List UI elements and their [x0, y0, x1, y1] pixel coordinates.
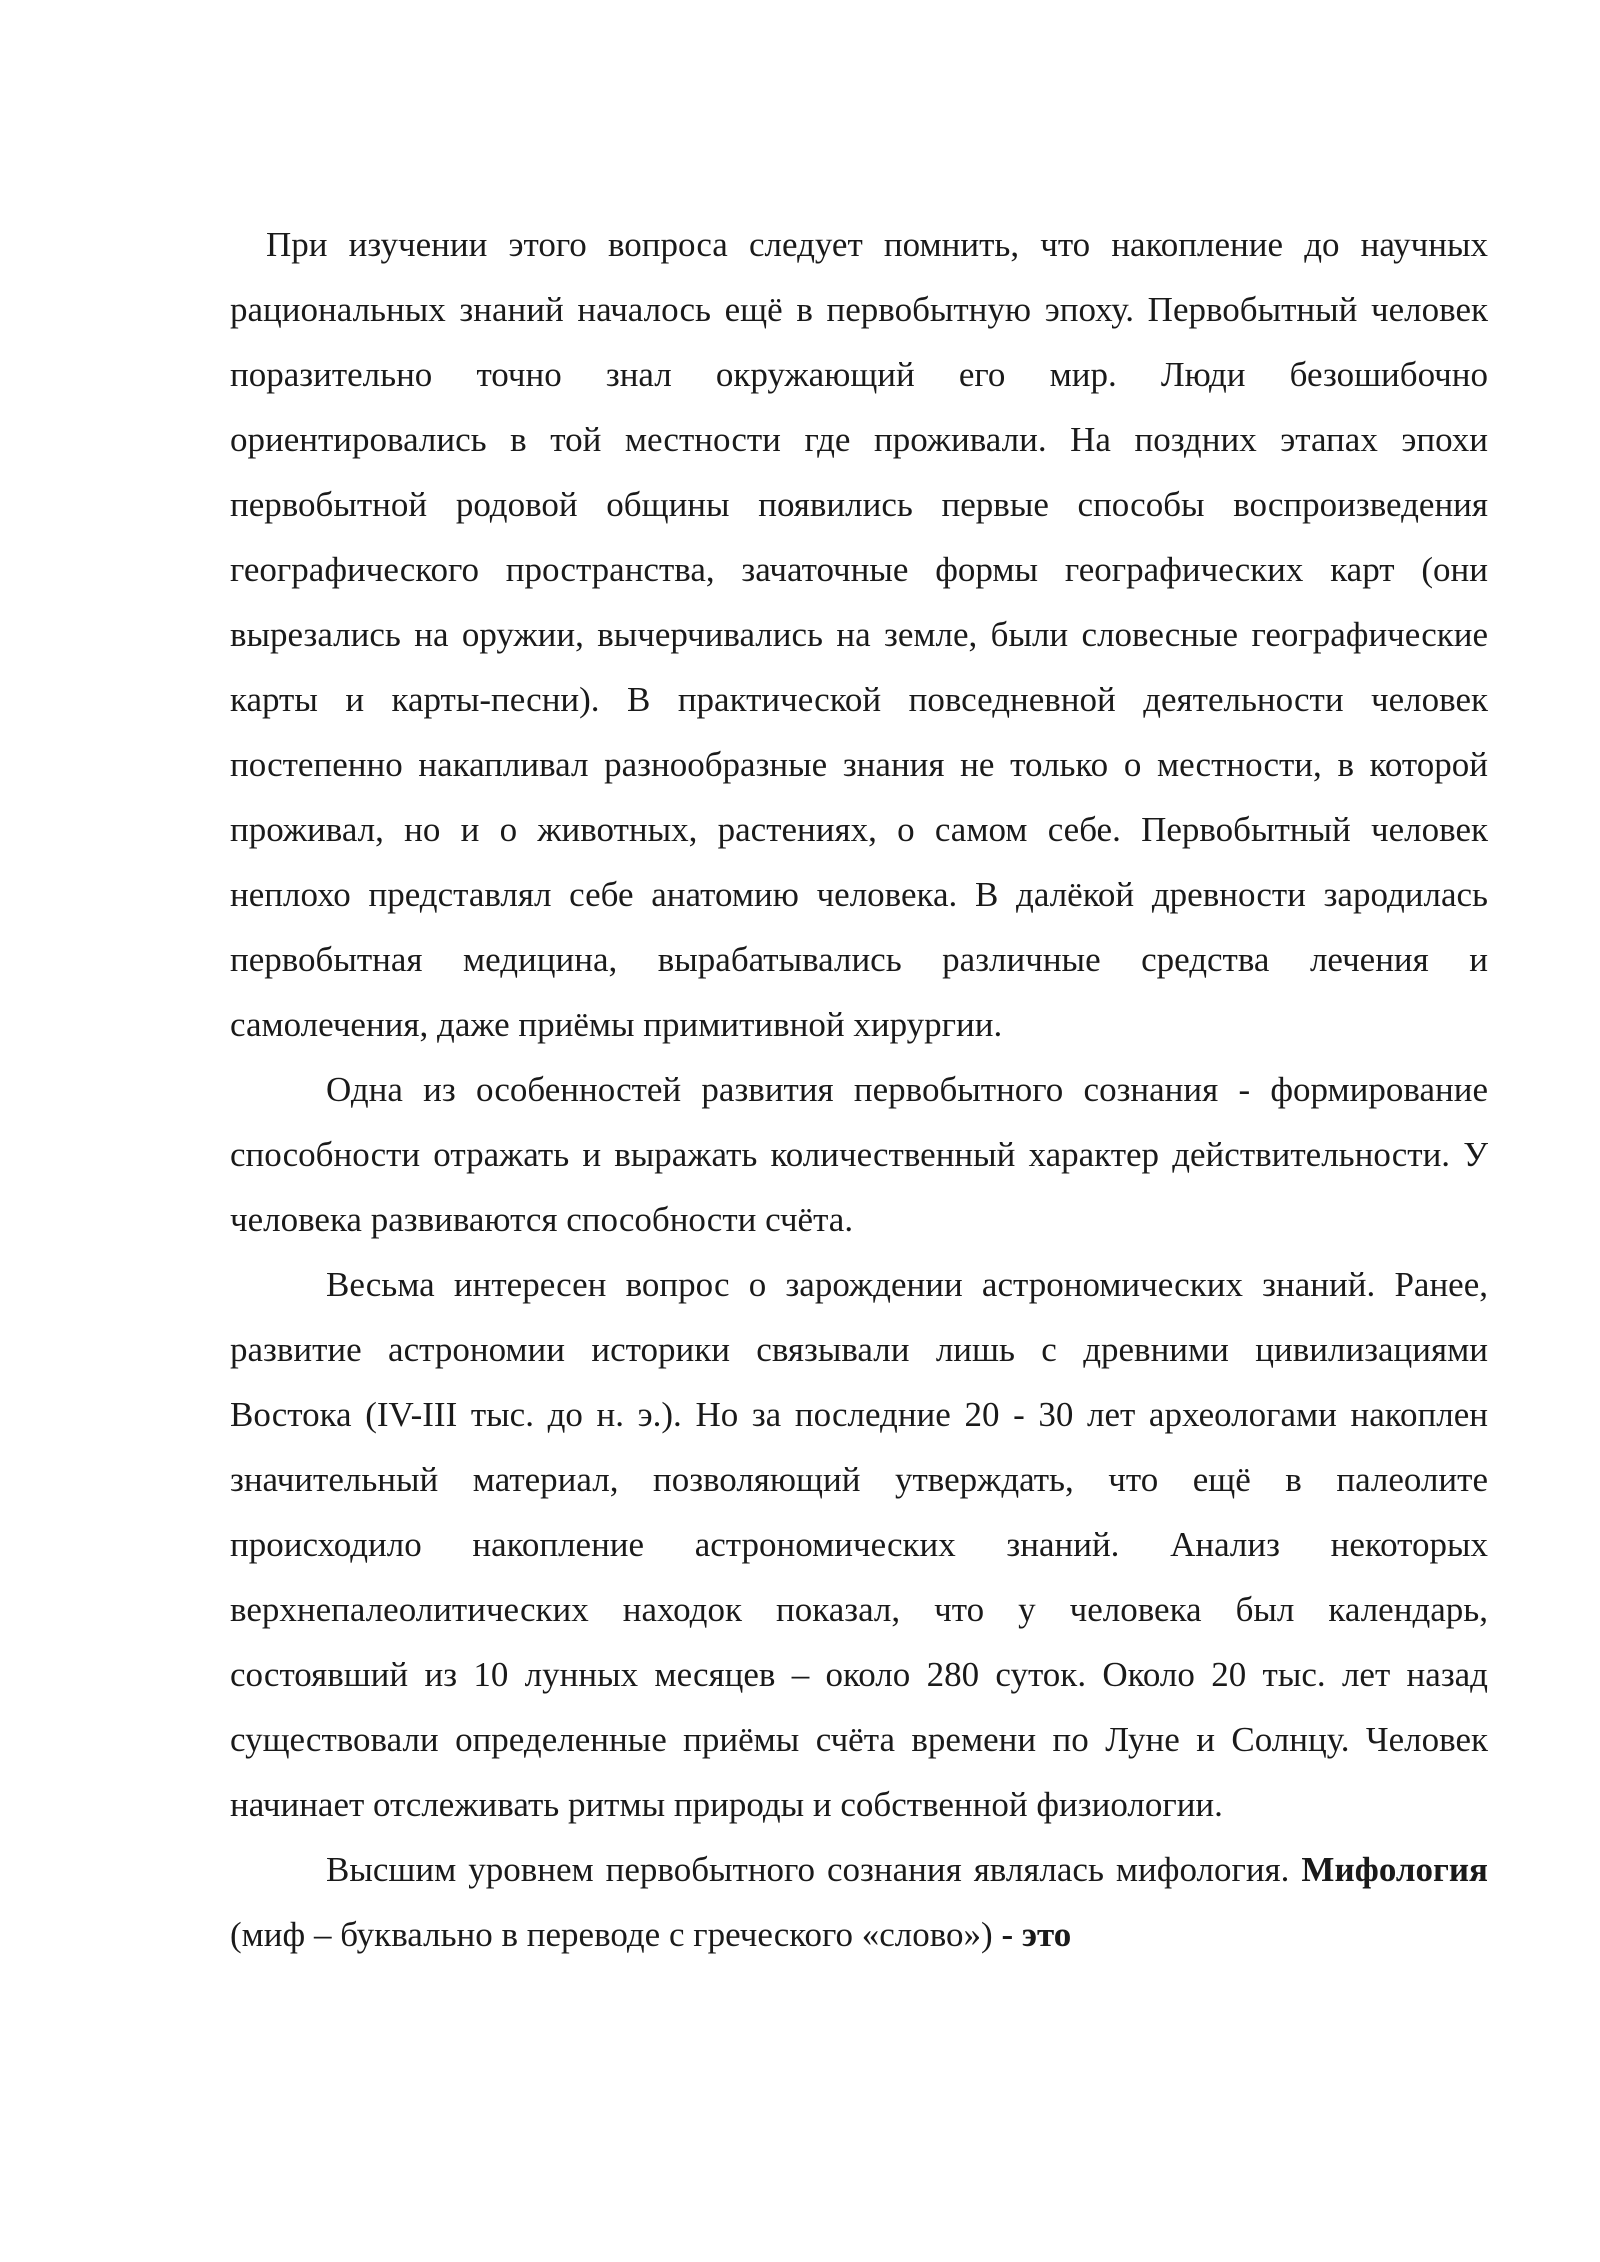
paragraph-mythology	[230, 1837, 1488, 1967]
mythology-term: Мифология	[1301, 1850, 1488, 1889]
mythology-term-end: - это	[1001, 1915, 1072, 1954]
document-body	[230, 212, 1488, 1967]
mythology-intro-text: Высшим уровнем первобытного сознания являлась мифология.	[326, 1850, 1302, 1889]
paragraph-counting: Одна из особенностей развития первобытного сознания - формирование способности отражать и выражать количественный характер действительности. У человека развиваются способности счёта.	[230, 1070, 1488, 1239]
paragraph-primitive-knowledge: При изучении этого вопроса следует помнить, что накопление до научных рациональных знаний началось ещё в первобытную эпоху. Первобытный человек поразительно точно знал окружающий его мир. Люди безошибочно ориентировались в той местности где проживали. На поздних этапах эпохи первобытной родовой общины появились первые способы воспроизведения географического пространства, зачаточные формы географических карт (они вырезались на оружии, вычерчивались на земле, были словесные географические карты и карты-песни). В практической повседневной деятельности человек постепенно накапливал разнообразные знания не только о местности, в которой проживал, но и о животных, растениях, о самом себе. Первобытный человек неплохо представлял себе анатомию человека. В далёкой древности зародилась первобытная медицина, вырабатывались различные средства лечения и самолечения, даже приёмы примитивной хирургии.	[230, 225, 1488, 1044]
paragraph-astronomy: Весьма интересен вопрос о зарождении астрономических знаний. Ранее, развитие астрономии историки связывали лишь с древними цивилизациями Востока (IV-III тыс. до н. э.). Но за последние 20 - 30 лет археологами накоплен значительный материал, позволяющий утверждать, что ещё в палеолите происходило накопление астрономических знаний. Анализ некоторых верхнепалеолитических находок показал, что у человека был календарь, состоявший из 10 лунных месяцев – около 280 суток. Около 20 тыс. лет назад существовали определенные приёмы счёта времени по Луне и Солнцу. Человек начинает отслеживать ритмы природы и собственной физиологии.	[230, 1265, 1488, 1824]
mythology-definition-text: (миф – буквально в переводе с греческого «слово»)	[230, 1915, 1002, 1954]
